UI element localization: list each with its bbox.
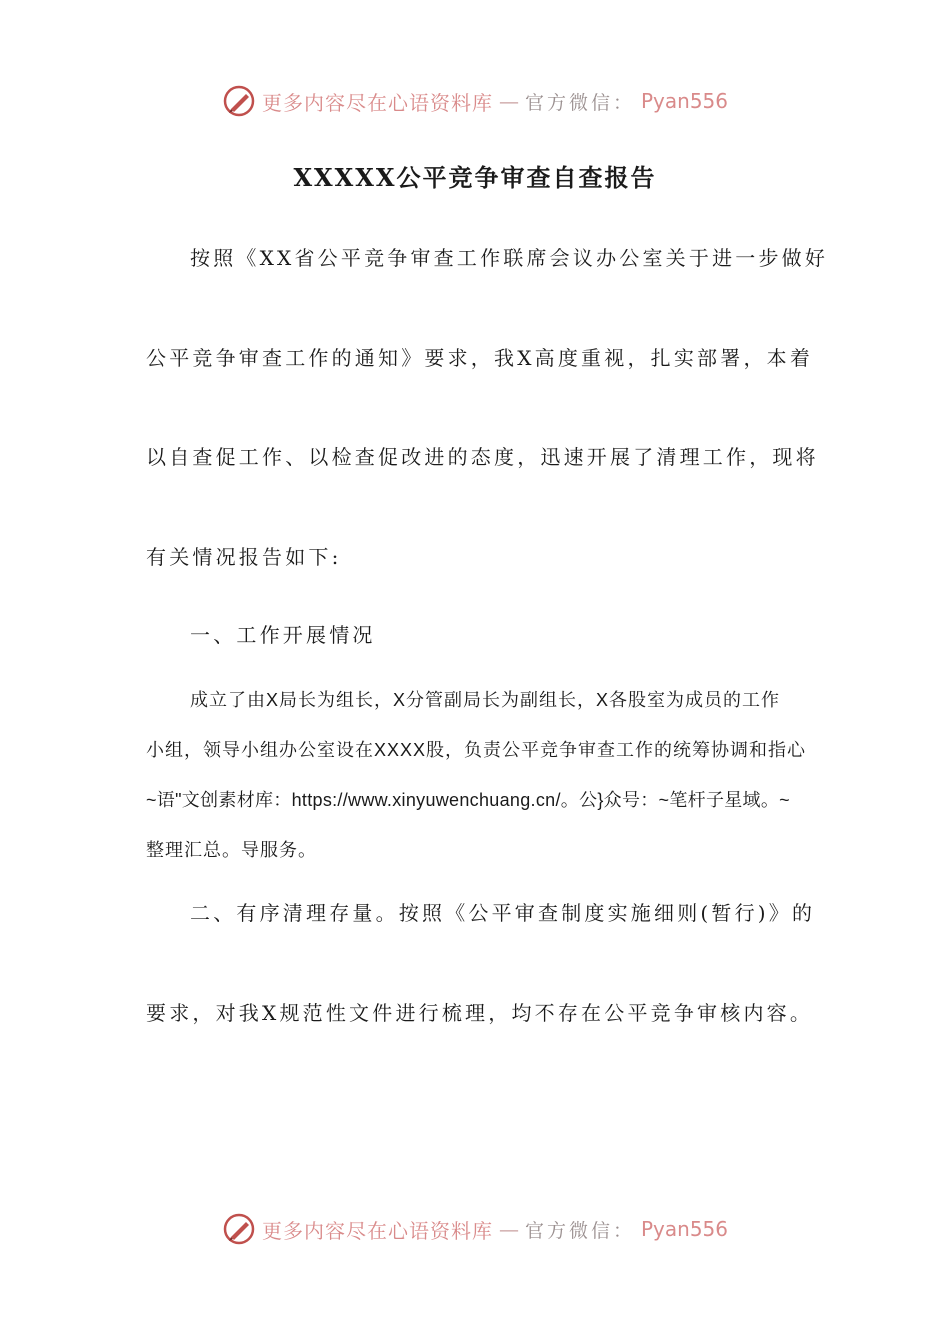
watermark-wechat-label: 官方微信： [524,91,635,114]
paragraph-line: 以自查促工作、以检查促改进的态度，迅速开展了清理工作，现将 [146,445,819,469]
footer-watermark [0,1212,950,1246]
paragraph-line: 按照《XX省公平竞争审查工作联席会议办公室关于进一步做好 [190,246,829,270]
section-heading: 一、工作开展情况 [190,623,376,647]
paragraph-line: 成立了由X局长为组长，X分管副局长为副组长，X各股室为成员的工作 [190,690,781,710]
watermark-dash: — [498,89,519,113]
paragraph-line: 有关情况报告如下: [146,545,342,569]
watermark-wechat-label: 官方微信： [524,1219,635,1242]
paragraph-line: 公平竞争审查工作的通知》要求，我X高度重视，扎实部署，本着 [146,346,814,370]
header-watermark [0,84,950,118]
paragraph-line: 小组，领导小组办公室设在XXXX股，负责公平竞争审查工作的统筹协调和指心 [146,740,807,760]
watermark-wechat-id: Pyan556 [641,1217,729,1241]
watermark-dash: — [498,1217,519,1241]
document-title: XXXXX公平竞争审查自查报告 [293,163,657,192]
watermark-brand: 更多内容尽在心语资料库 [261,90,493,115]
watermark-wechat-id: Pyan556 [641,89,729,113]
paragraph-line: 整理汇总。导服务。 [146,840,317,860]
paragraph-line: 要求，对我X规范性文件进行梳理，均不存在公平竞争审核内容。 [146,1001,814,1025]
watermark-brand: 更多内容尽在心语资料库 [261,1218,493,1243]
paragraph-line: ~语"文创素材库：https://www.xinyuwenchuang.cn/。公}众号：~笔杆子星域。~ [146,790,790,810]
paragraph-line: 二、有序清理存量。按照《公平审查制度实施细则(暂行)》的 [190,901,816,925]
pen-logo-icon [222,1212,256,1246]
pen-logo-icon [222,84,256,118]
